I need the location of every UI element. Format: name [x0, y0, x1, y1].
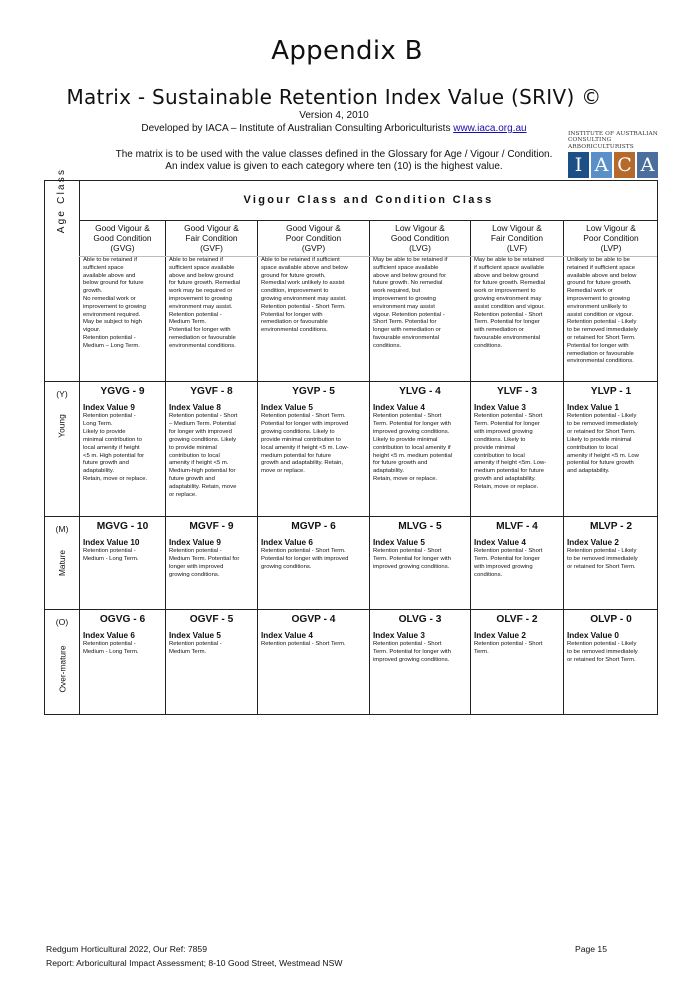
cell-description	[83, 641, 162, 657]
column-header-line: (GVF)	[200, 243, 223, 253]
cell-description-line: or retained for Short Term.	[567, 563, 636, 570]
cell-class-code: YLVF - 3	[497, 386, 537, 397]
cell-description-line: minimal contribution to	[83, 436, 142, 443]
column-header-line: Good Condition	[390, 233, 450, 243]
cell-description-line: Retention potential - Short	[373, 641, 442, 647]
cell-description-line: Retention potential -	[83, 641, 136, 647]
column-description-line: environment may assist.	[169, 303, 233, 310]
page-subtitle: Matrix - Sustainable Retention Index Value (SRIV) ©	[66, 85, 602, 109]
cell-description-line: Term.	[474, 648, 489, 655]
column-description-line: Medium – Long Term.	[83, 342, 140, 349]
cell-class-code: OGVG - 6	[99, 614, 146, 625]
column-description-line: Retention potential -	[169, 311, 222, 318]
cell-description-line: amenity if height <5m. Low-	[474, 460, 547, 467]
column-description-line: Remedial work or	[567, 288, 613, 295]
column-description-line: assist condition or vigour.	[567, 311, 634, 318]
column-description-line: above and below ground for	[373, 272, 447, 279]
cell-description-line: adaptability.	[373, 468, 404, 475]
cell-description-line: move or replace.	[261, 468, 305, 475]
cell-description	[261, 413, 366, 476]
column-description-line: environmental conditions.	[169, 342, 236, 349]
cell-description-line: provide minimal contribution to	[261, 436, 341, 443]
cell-description-line: Term. Potential for longer with	[373, 648, 451, 655]
cell-description-line: for longer with improved	[169, 428, 232, 435]
intro-line-1: The matrix is to be used with the value classes defined in the Glossary for Age / Vigour / Condition.	[115, 149, 553, 160]
cell-description-line: medium potential for future	[474, 468, 545, 475]
column-header-line: Fair Condition	[185, 233, 238, 243]
cell-description-line: Retain, move or replace.	[474, 484, 539, 491]
cell-description-line: improved growing conditions.	[373, 563, 450, 570]
column-description-line: improvement to growing	[83, 303, 146, 310]
cell-description	[567, 413, 655, 476]
column-description-line: Potential for longer with	[567, 342, 629, 349]
cell-description-line: conditions.	[474, 571, 503, 578]
column-description-line: retained if sufficient space	[567, 264, 636, 271]
cell-class-code: OLVP - 0	[590, 614, 632, 625]
column-description-line: remediation or favourable	[567, 350, 634, 357]
cell-index-value: Index Value 8	[169, 403, 221, 412]
column-header-line: Fair Condition	[490, 233, 544, 243]
cell-class-code: OLVF - 2	[496, 614, 538, 625]
cell-description-line: Term. Potential for longer	[474, 420, 540, 427]
age-row-label	[46, 389, 78, 438]
column-description-line: with remediation or	[474, 327, 524, 334]
cell-description-line: longer with improved	[169, 563, 224, 570]
cell-description-line: Term. Potential for longer with	[373, 420, 451, 427]
cell-description-line: amenity if height <5 m. Low	[567, 452, 639, 459]
cell-description-line: – Medium Term. Potential	[169, 420, 236, 427]
logo-letter-2: A	[591, 152, 612, 178]
matrix-cell	[564, 517, 658, 609]
column-description-line: environmental conditions.	[567, 358, 634, 365]
matrix-cell	[471, 517, 563, 609]
column-description-line: May be subject to high	[83, 319, 142, 326]
column-description	[370, 257, 470, 351]
column-description-line: remediation or favourable	[261, 319, 328, 326]
column-description-line: growing environment may	[474, 295, 542, 302]
cell-description	[169, 641, 254, 657]
column-description-line: Able to be retained if	[83, 257, 138, 263]
cell-description-line: and adaptability.	[567, 468, 610, 475]
cell-description-line: adaptability. Retain, move	[169, 484, 237, 491]
cell-class-code: YGVF - 8	[190, 386, 233, 397]
matrix-cell	[564, 382, 658, 516]
cell-class-code: MLVP - 2	[589, 521, 633, 532]
column-description	[166, 257, 257, 351]
column-header-line: (LVG)	[409, 243, 431, 253]
cell-description-line: future growth and	[169, 476, 215, 483]
matrix-cell	[564, 610, 658, 716]
cell-description-line: potential for future growth	[567, 460, 634, 467]
column-description-line: improvement to growing	[373, 295, 436, 302]
cell-index-value: Index Value 0	[567, 631, 619, 640]
column-description-line: Retention potential - Short Term.	[261, 303, 346, 310]
cell-description-line: Medium - Long Term.	[83, 648, 139, 655]
column-description-line: for future growth. Remedial	[474, 280, 546, 287]
cell-description-line: for future growth and	[373, 460, 428, 467]
column-header-line: Good Condition	[93, 233, 152, 243]
column-header-line: (GVG)	[110, 243, 135, 253]
iaca-website-link[interactable]: www.iaca.org.au	[453, 123, 527, 134]
cell-description-line: Retention potential - Short	[373, 548, 442, 554]
cell-description-line: to be removed immediately	[567, 555, 638, 562]
cell-index-value: Index Value 4	[373, 403, 425, 412]
cell-description	[567, 641, 655, 665]
iaca-logo	[568, 131, 664, 178]
column-description-line: work required, but	[373, 288, 421, 295]
cell-index-value: Index Value 5	[373, 538, 425, 547]
cell-class-code: OGVF - 5	[189, 614, 234, 625]
column-header	[370, 221, 470, 255]
column-description-line: ground for future growth.	[567, 280, 632, 287]
column-description	[258, 257, 369, 335]
column-description-line: or retained for Short Term.	[567, 334, 636, 341]
cell-description	[474, 641, 560, 657]
cell-description-line: contribution to local amenity if	[373, 444, 451, 451]
cell-description-line: Retain, move or replace.	[373, 476, 438, 483]
cell-description-line: to be removed immediately	[567, 420, 638, 427]
column-header-line: Low Vigour &	[492, 223, 542, 233]
cell-index-value: Index Value 3	[474, 403, 526, 412]
matrix-cell	[370, 382, 470, 516]
column-description	[80, 257, 165, 351]
cell-description-line: future growth and	[83, 460, 129, 467]
cell-description-line: adaptability.	[83, 468, 114, 475]
column-description-line: environment unlikely to	[567, 303, 628, 310]
cell-description-line: Long Term.	[83, 420, 113, 427]
cell-description-line: with improved growing	[474, 563, 533, 570]
column-header	[166, 221, 257, 255]
age-class-title: Age Class	[56, 167, 68, 234]
column-description-line: Short Term. Potential for	[373, 319, 437, 326]
cell-description-line: Retention potential -	[169, 641, 222, 647]
cell-description-line: Term. Potential for longer	[474, 555, 540, 562]
cell-index-value: Index Value 2	[567, 538, 619, 547]
cell-description-line: growing conditions. Likely to	[261, 428, 335, 435]
column-description-line: growing environment may assist.	[261, 295, 347, 302]
column-description-line: available above and below	[567, 272, 637, 279]
cell-description	[83, 413, 162, 484]
cell-description-line: provide minimal	[474, 444, 516, 451]
matrix-cell	[166, 610, 257, 716]
cell-description-line: Medium Term.	[169, 648, 207, 655]
column-description-line: for future growth. Remedial	[169, 280, 241, 287]
cell-description-line: Retention potential - Short	[373, 413, 442, 419]
column-description-line: remediation or favourable	[169, 334, 236, 341]
cell-description	[261, 548, 366, 572]
cell-index-value: Index Value 6	[83, 631, 135, 640]
header-divider	[79, 256, 657, 257]
cell-description-line: with improved growing	[474, 428, 533, 435]
age-row-code: (M)	[55, 524, 69, 534]
cell-index-value: Index Value 5	[261, 403, 313, 412]
column-description	[471, 257, 563, 351]
column-description	[564, 257, 658, 366]
cell-class-code: MLVG - 5	[398, 521, 442, 532]
column-description-line: improvement to growing	[567, 295, 630, 302]
cell-index-value: Index Value 6	[261, 538, 313, 547]
cell-description-line: growing conditions.	[261, 563, 312, 570]
vigour-class-title: Vigour Class and Condition Class	[243, 194, 494, 206]
page-number: Page 15	[574, 944, 607, 954]
column-description-line: environment required.	[83, 311, 141, 318]
column-description-line: Unlikely to be able to be	[567, 257, 630, 263]
column-description-line: sufficient space	[83, 264, 124, 271]
column-description-line: vigour.	[83, 327, 101, 334]
column-description-line: Able to be retained if sufficient	[261, 257, 340, 263]
cell-description-line: Retention potential - Likely	[567, 641, 637, 647]
matrix-cell	[471, 382, 563, 516]
cell-description-line: Retention potential - Short	[474, 413, 543, 419]
column-description-line: improvement to growing	[169, 295, 232, 302]
cell-description	[567, 548, 655, 572]
cell-description-line: local amenity if height <5 m. Low-	[261, 444, 349, 451]
cell-index-value: Index Value 1	[567, 403, 619, 412]
column-description-line: conditions.	[474, 342, 503, 349]
cell-description-line: Medium-high potential for	[169, 468, 236, 475]
column-description-line: May be able to be retained	[474, 257, 544, 263]
cell-index-value: Index Value 9	[83, 403, 135, 412]
matrix-cell	[80, 517, 165, 609]
matrix-cell	[166, 382, 257, 516]
column-description-line: assist condition and vigour.	[474, 303, 545, 310]
cell-description-line: contribution to local	[169, 452, 220, 459]
column-header	[258, 221, 369, 255]
column-description-line: longer with remediation or	[373, 327, 441, 334]
column-description-line: environment may assist	[373, 303, 435, 310]
column-header-line: Low Vigour &	[586, 223, 636, 233]
age-row-label	[46, 524, 78, 577]
column-description-line: Retention potential - Likely	[567, 319, 637, 326]
sriv-matrix	[44, 167, 658, 715]
cell-description-line: height <5 m. medium potential	[373, 452, 453, 459]
cell-description-line: contribution to local	[567, 444, 618, 451]
age-row-code: (Y)	[56, 389, 68, 399]
cell-class-code: YLVP - 1	[590, 386, 632, 397]
cell-description-line: growth and adaptability.	[474, 476, 536, 483]
cell-description	[83, 548, 162, 564]
cell-description-line: Retain, move or replace.	[83, 476, 148, 483]
cell-description-line: Retention potential -	[83, 413, 136, 419]
column-description-line: Medium Term.	[169, 319, 207, 326]
column-description-line: above and below ground	[474, 272, 539, 279]
column-description-line: to be removed immediately	[567, 327, 638, 334]
cell-description	[474, 548, 560, 580]
footer-report: Report: Arboricultural Impact Assessment; 8-10 Good Street, Westmead NSW	[46, 958, 343, 968]
cell-index-value: Index Value 4	[474, 538, 526, 547]
cell-description	[373, 641, 467, 665]
version-line: Version 4, 2010	[299, 110, 369, 121]
logo-letter-1: I	[568, 152, 589, 178]
cell-index-value: Index Value 4	[261, 631, 313, 640]
age-row-name: Over-mature	[57, 644, 68, 693]
cell-description-line: or replace.	[169, 492, 197, 499]
column-description-line: Retention potential -	[83, 334, 136, 341]
cell-description-line: Retention potential - Short	[169, 413, 238, 419]
cell-description-line: to be removed immediately	[567, 648, 638, 655]
cell-description-line: local amenity if height	[83, 444, 140, 451]
column-header	[80, 221, 165, 255]
column-description-line: below ground for future	[83, 280, 144, 287]
logo-letter-4: A	[637, 152, 658, 178]
age-row-name: Young	[56, 413, 67, 438]
column-description-line: if sufficient space available	[474, 264, 544, 271]
cell-description-line: Retention potential - Short Term.	[261, 548, 346, 554]
matrix-cell	[80, 610, 165, 716]
column-header-line: (GVP)	[301, 243, 326, 253]
cell-description-line: Retention potential -	[169, 548, 222, 554]
column-description-line: sufficient space available	[169, 264, 235, 271]
column-description-line: available above and	[83, 272, 136, 279]
cell-class-code: MLVF - 4	[496, 521, 538, 532]
matrix-cell	[370, 610, 470, 716]
matrix-cell	[258, 610, 369, 716]
column-header-line: Poor Condition	[285, 233, 342, 243]
age-row-label	[46, 617, 78, 693]
cell-description	[169, 413, 254, 500]
cell-description	[373, 548, 467, 572]
column-header	[471, 221, 563, 255]
cell-class-code: OGVP - 4	[291, 614, 336, 625]
page-title: Appendix B	[271, 36, 423, 66]
column-description-line: May be able to be retained if	[373, 257, 448, 263]
column-description-line: growth.	[83, 288, 103, 295]
cell-description-line: Retention potential - Short	[474, 548, 543, 554]
cell-description-line: Potential for longer with improved	[261, 420, 349, 427]
cell-description-line: Retention potential -	[83, 548, 136, 554]
column-description-line: No remedial work or	[83, 295, 136, 302]
matrix-cell	[80, 382, 165, 516]
age-row-code: (O)	[55, 617, 69, 627]
cell-description-line: growth and adaptability. Retain,	[261, 460, 344, 467]
cell-description-line: improved growing conditions.	[373, 428, 450, 435]
cell-class-code: MGVF - 9	[189, 521, 234, 532]
cell-description	[373, 413, 467, 484]
logo-line-1: INSTITUTE OF AUSTRALIAN	[568, 131, 658, 137]
cell-description-line: Likely to provide	[83, 428, 126, 435]
cell-description-line: Medium - Long Term.	[83, 555, 139, 562]
cell-class-code: YGVP - 5	[292, 386, 335, 397]
column-description-line: Potential for longer with	[169, 327, 231, 334]
cell-description-line: Retention potential - Likely	[567, 413, 637, 419]
column-description-line: Able to be retained if	[169, 257, 224, 263]
cell-description-line: growing conditions.	[169, 571, 220, 578]
cell-description-line: or retained for Short Term.	[567, 428, 636, 435]
column-header-line: Poor Condition	[583, 233, 639, 243]
cell-description-line: or retained for Short Term.	[567, 656, 636, 663]
column-description-line: work may be required or	[169, 288, 233, 295]
matrix-cell	[370, 517, 470, 609]
column-header-line: (LVP)	[600, 243, 622, 253]
matrix-cell	[258, 517, 369, 609]
column-header-line: Low Vigour &	[395, 223, 445, 233]
cell-description-line: amenity if height <5 m.	[169, 460, 229, 467]
matrix-cell	[258, 382, 369, 516]
column-description-line: above and below ground	[169, 272, 234, 279]
cell-description	[169, 548, 254, 580]
cell-description-line: Potential for longer with improved	[261, 555, 349, 562]
cell-description	[261, 641, 366, 649]
cell-class-code: YLVG - 4	[399, 386, 441, 397]
cell-class-code: MGVG - 10	[96, 521, 149, 532]
matrix-cell	[166, 517, 257, 609]
column-header-line: Good Vigour &	[95, 223, 150, 233]
column-description-line: sufficient space available	[373, 264, 439, 271]
logo-letter-3: C	[614, 152, 635, 178]
cell-description-line: Retention potential - Likely	[567, 548, 637, 554]
column-description-line: favourable environmental	[474, 334, 541, 341]
cell-description-line: Retention potential - Short Term.	[261, 641, 346, 647]
column-header-line: Good Vigour &	[286, 223, 341, 233]
cell-description-line: Likely to provide minimal	[373, 436, 438, 443]
column-description-line: vigour. Retention potential -	[373, 311, 445, 318]
cell-index-value: Index Value 9	[169, 538, 221, 547]
matrix-cell	[471, 610, 563, 716]
column-description-line: Potential for longer with	[261, 311, 323, 318]
column-description-line: Remedial work unlikely to assist	[261, 280, 345, 287]
cell-description-line: Term. Potential for longer with	[373, 555, 451, 562]
cell-description-line: Medium Term. Potential for	[169, 555, 240, 562]
logo-line-2: CONSULTING ARBORICULTURISTS	[568, 137, 634, 150]
cell-index-value: Index Value 2	[474, 631, 526, 640]
cell-description-line: growing conditions. Likely	[169, 436, 237, 443]
column-description-line: Retention potential - Short	[474, 311, 543, 318]
column-description-line: environmental conditions.	[261, 327, 328, 334]
column-description-line: space available above and below	[261, 264, 348, 271]
column-header	[564, 221, 658, 255]
column-description-line: Term. Potential for longer	[474, 319, 540, 326]
cell-description-line: Retention potential - Short Term.	[261, 413, 346, 419]
column-header-line: Good Vigour &	[184, 223, 239, 233]
cell-class-code: YGVG - 9	[100, 386, 145, 397]
cell-description-line: Likely to provide minimal	[567, 436, 632, 443]
cell-description-line: improved growing conditions.	[373, 656, 450, 663]
age-row-name: Mature	[56, 549, 67, 577]
column-description-line: conditions.	[373, 342, 402, 349]
column-description-line: ground for future growth.	[261, 272, 326, 279]
cell-description-line: medium potential for future	[261, 452, 332, 459]
logo-letters	[568, 152, 664, 178]
cell-index-value: Index Value 5	[169, 631, 221, 640]
cell-description-line: conditions. Likely to	[474, 436, 526, 443]
footer-ref: Redgum Horticultural 2022, Our Ref: 7859	[46, 944, 207, 954]
column-description-line: condition, improvement to	[261, 288, 329, 295]
cell-index-value: Index Value 10	[83, 538, 140, 547]
cell-description-line: contribution to local	[474, 452, 525, 459]
column-header-line: (LVF)	[506, 243, 528, 253]
intro-line-2: An index value is given to each category where ten (10) is the highest value.	[165, 161, 503, 172]
cell-description-line: Retention potential - Short	[474, 641, 543, 647]
cell-class-code: OLVG - 3	[398, 614, 442, 625]
cell-index-value: Index Value 3	[373, 631, 425, 640]
column-description-line: favourable environmental	[373, 334, 440, 341]
column-description-line: work or improvement to	[474, 288, 536, 295]
cell-description	[474, 413, 560, 492]
cell-description-line: <5 m. High potential for	[83, 452, 145, 459]
cell-description-line: to provide minimal	[169, 444, 217, 451]
column-description-line: future growth. No remedial	[373, 280, 443, 287]
cell-class-code: MGVP - 6	[291, 521, 336, 532]
developed-text: Developed by IACA – Institute of Australian Consulting Arboriculturists	[141, 123, 451, 134]
